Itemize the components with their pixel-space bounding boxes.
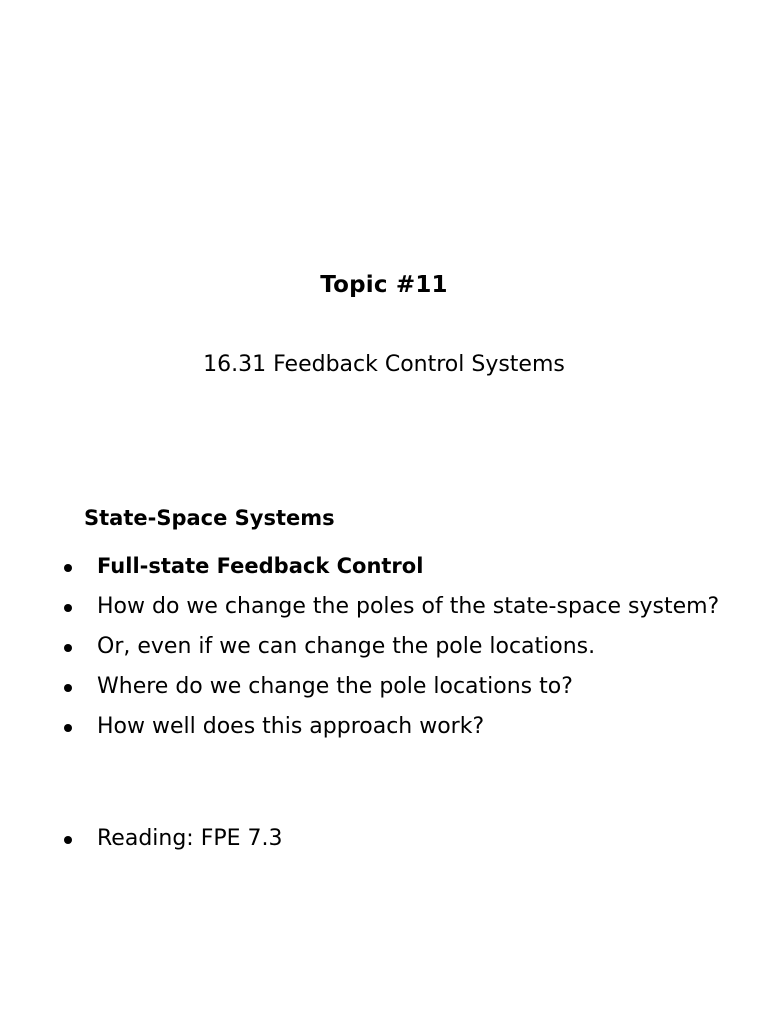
bullet-dot-icon (64, 644, 72, 652)
bullet-item (64, 586, 719, 626)
bullet-text: Or, even if we can change the pole locations. (97, 633, 596, 659)
bullet-text: Where do we change the pole locations to? (97, 673, 573, 699)
slide-title: Topic #11 (320, 272, 448, 298)
bullet-dot-icon (64, 604, 72, 612)
bullet-dot-icon (64, 836, 72, 844)
bullet-text: How do we change the poles of the state-space system? (97, 593, 720, 619)
bullet-text: Full-state Feedback Control (97, 554, 424, 578)
bullet-item (64, 626, 719, 666)
bullet-item (64, 706, 719, 746)
bullet-dot-icon (64, 564, 72, 572)
bullet-text: How well does this approach work? (97, 713, 485, 739)
course-subtitle: 16.31 Feedback Control Systems (203, 352, 565, 377)
reading-text: Reading: FPE 7.3 (97, 825, 283, 851)
bullet-dot-icon (64, 724, 72, 732)
section-heading: State-Space Systems (84, 506, 335, 530)
reading-item (64, 818, 283, 858)
bullet-item (64, 666, 719, 706)
topic-bullet-list (64, 546, 719, 746)
bullet-dot-icon (64, 684, 72, 692)
bullet-item (64, 546, 719, 586)
